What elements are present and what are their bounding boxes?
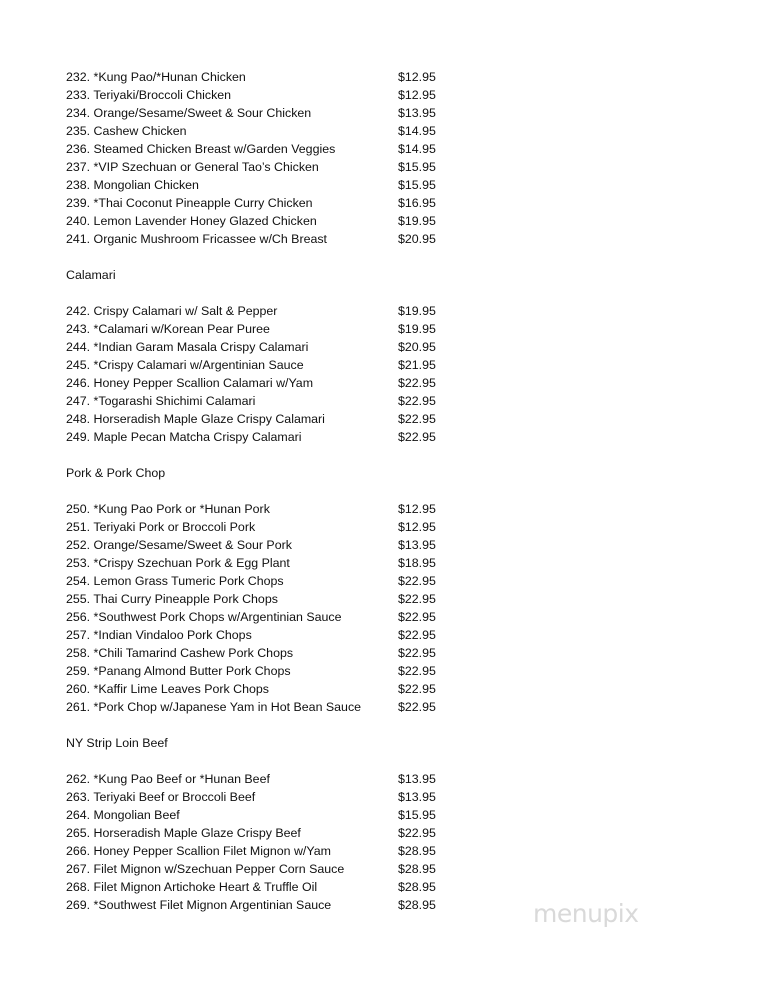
- menu-item-name: 251. Teriyaki Pork or Broccoli Pork: [66, 520, 256, 534]
- menu-item-price: $15.95: [398, 808, 436, 822]
- menu-item-name: 261. *Pork Chop w/Japanese Yam in Hot Bean Sauce: [66, 700, 362, 714]
- menu-item: [66, 374, 446, 392]
- menu-item-price: $22.95: [398, 592, 436, 606]
- menu-item-price: $16.95: [398, 196, 436, 210]
- menu-item: [66, 140, 446, 158]
- menu-item-name: 256. *Southwest Pork Chops w/Argentinian Sauce: [66, 610, 342, 624]
- menu-item-name: 255. Thai Curry Pineapple Pork Chops: [66, 592, 278, 606]
- menu-item-price: $22.95: [398, 394, 436, 408]
- menu-item-name: 267. Filet Mignon w/Szechuan Pepper Corn Sauce: [66, 862, 345, 876]
- section-heading: NY Strip Loin Beef: [66, 736, 168, 750]
- menu-item-name: 241. Organic Mushroom Fricassee w/Ch Breast: [66, 232, 327, 246]
- menu-item-name: 257. *Indian Vindaloo Pork Chops: [66, 628, 252, 642]
- menu-item-price: $22.95: [398, 610, 436, 624]
- menu-item-name: 254. Lemon Grass Tumeric Pork Chops: [66, 574, 284, 588]
- menu-item-name: 246. Honey Pepper Scallion Calamari w/Yam: [66, 376, 314, 390]
- menu-item: [66, 698, 446, 716]
- menu-item-price: $22.95: [398, 664, 436, 678]
- menu-item-name: 244. *Indian Garam Masala Crispy Calamari: [66, 340, 309, 354]
- menu-item-price: $22.95: [398, 376, 436, 390]
- menu-item: [66, 302, 446, 320]
- menu-item-name: 248. Horseradish Maple Glaze Crispy Calamari: [66, 412, 325, 426]
- menu-item-price: $15.95: [398, 178, 436, 192]
- menu-item-price: $28.95: [398, 898, 436, 912]
- menu-item-name: 268. Filet Mignon Artichoke Heart & Truffle Oil: [66, 880, 318, 894]
- menu-item: [66, 86, 446, 104]
- menu-item: [66, 608, 446, 626]
- menu-item: [66, 500, 446, 518]
- menu-item-price: $13.95: [398, 106, 436, 120]
- menu-item-price: $20.95: [398, 232, 436, 246]
- menu-item: [66, 626, 446, 644]
- menu-item: [66, 572, 446, 590]
- menu-item-name: 238. Mongolian Chicken: [66, 178, 199, 192]
- menu-item-price: $22.95: [398, 700, 436, 714]
- menu-item-name: 234. Orange/Sesame/Sweet & Sour Chicken: [66, 106, 312, 120]
- menu-item-price: $19.95: [398, 322, 436, 336]
- menu-item: [66, 860, 446, 878]
- menu-item-name: 266. Honey Pepper Scallion Filet Mignon w/Yam: [66, 844, 331, 858]
- menu-item-name: 232. *Kung Pao/*Hunan Chicken: [66, 70, 246, 84]
- menu-item-price: $14.95: [398, 124, 436, 138]
- menu-item-name: 237. *VIP Szechuan or General Tao’s Chicken: [66, 160, 319, 174]
- menu-section: [66, 464, 446, 716]
- menu-item-name: 235. Cashew Chicken: [66, 124, 187, 138]
- menu-item: [66, 590, 446, 608]
- menu-item-name: 243. *Calamari w/Korean Pear Puree: [66, 322, 270, 336]
- menu-item: [66, 878, 446, 896]
- menu-item: [66, 662, 446, 680]
- menu-item-name: 239. *Thai Coconut Pineapple Curry Chicken: [66, 196, 313, 210]
- menu-item-name: 260. *Kaffir Lime Leaves Pork Chops: [66, 682, 269, 696]
- menu-item-name: 258. *Chili Tamarind Cashew Pork Chops: [66, 646, 294, 660]
- menu-item-price: $28.95: [398, 880, 436, 894]
- menu-item: [66, 356, 446, 374]
- menu-item-price: $28.95: [398, 844, 436, 858]
- menu-item: [66, 770, 446, 788]
- menu-item-price: $14.95: [398, 142, 436, 156]
- menu-item-name: 252. Orange/Sesame/Sweet & Sour Pork: [66, 538, 292, 552]
- menu-item-name: 250. *Kung Pao Pork or *Hunan Pork: [66, 502, 270, 516]
- menu-item-price: $15.95: [398, 160, 436, 174]
- menu-item-name: 233. Teriyaki/Broccoli Chicken: [66, 88, 232, 102]
- menu-section: [66, 68, 446, 248]
- menu-section: [66, 734, 446, 914]
- menu-item-price: $22.95: [398, 646, 436, 660]
- menu-item-price: $22.95: [398, 628, 436, 642]
- menu-item: [66, 680, 446, 698]
- menu-item: [66, 212, 446, 230]
- menu-item-price: $12.95: [398, 88, 436, 102]
- menu-item: [66, 338, 446, 356]
- menu-item-name: 242. Crispy Calamari w/ Salt & Pepper: [66, 304, 278, 318]
- menu-item-price: $28.95: [398, 862, 436, 876]
- menu-item: [66, 536, 446, 554]
- menu-item-price: $18.95: [398, 556, 436, 570]
- menu-item: [66, 842, 446, 860]
- menu-item: [66, 320, 446, 338]
- menu-item: [66, 230, 446, 248]
- menu-item-name: 265. Horseradish Maple Glaze Crispy Beef: [66, 826, 301, 840]
- menu-item-name: 245. *Crispy Calamari w/Argentinian Sauce: [66, 358, 304, 372]
- section-heading: Calamari: [66, 268, 116, 282]
- menu-item: [66, 194, 446, 212]
- menu-item-name: 262. *Kung Pao Beef or *Hunan Beef: [66, 772, 270, 786]
- menu-item: [66, 806, 446, 824]
- menu-item: [66, 644, 446, 662]
- menu-item: [66, 410, 446, 428]
- menu-item: [66, 122, 446, 140]
- menu-item-name: 236. Steamed Chicken Breast w/Garden Veggies: [66, 142, 336, 156]
- menu-page: [66, 68, 446, 914]
- menu-item-price: $19.95: [398, 214, 436, 228]
- menu-item: [66, 518, 446, 536]
- menu-item-name: 259. *Panang Almond Butter Pork Chops: [66, 664, 291, 678]
- menu-item-price: $13.95: [398, 790, 436, 804]
- menu-item-price: $12.95: [398, 502, 436, 516]
- menu-item-price: $22.95: [398, 826, 436, 840]
- menu-section: [66, 266, 446, 446]
- menu-item-price: $22.95: [398, 412, 436, 426]
- menu-item-price: $13.95: [398, 538, 436, 552]
- menu-item-price: $19.95: [398, 304, 436, 318]
- menu-item: [66, 158, 446, 176]
- menu-item-name: 269. *Southwest Filet Mignon Argentinian Sauce: [66, 898, 332, 912]
- section-heading: Pork & Pork Chop: [66, 466, 166, 480]
- menu-item: [66, 104, 446, 122]
- menu-item-name: 247. *Togarashi Shichimi Calamari: [66, 394, 256, 408]
- menu-item: [66, 68, 446, 86]
- menu-item: [66, 824, 446, 842]
- menupix-watermark: menupix: [533, 899, 639, 928]
- menu-item: [66, 554, 446, 572]
- menu-item-name: 249. Maple Pecan Matcha Crispy Calamari: [66, 430, 302, 444]
- menu-item: [66, 428, 446, 446]
- menu-item-name: 253. *Crispy Szechuan Pork & Egg Plant: [66, 556, 290, 570]
- menu-item-name: 263. Teriyaki Beef or Broccoli Beef: [66, 790, 256, 804]
- menu-item: [66, 392, 446, 410]
- menu-item-name: 240. Lemon Lavender Honey Glazed Chicken: [66, 214, 317, 228]
- menu-item-price: $12.95: [398, 70, 436, 84]
- menu-item-price: $13.95: [398, 772, 436, 786]
- menu-item-name: 264. Mongolian Beef: [66, 808, 180, 822]
- menu-item: [66, 896, 446, 914]
- menu-item-price: $21.95: [398, 358, 436, 372]
- menu-item-price: $22.95: [398, 430, 436, 444]
- menu-item-price: $22.95: [398, 682, 436, 696]
- menu-item: [66, 176, 446, 194]
- menu-item-price: $12.95: [398, 520, 436, 534]
- menu-item-price: $22.95: [398, 574, 436, 588]
- menu-item: [66, 788, 446, 806]
- menu-item-price: $20.95: [398, 340, 436, 354]
